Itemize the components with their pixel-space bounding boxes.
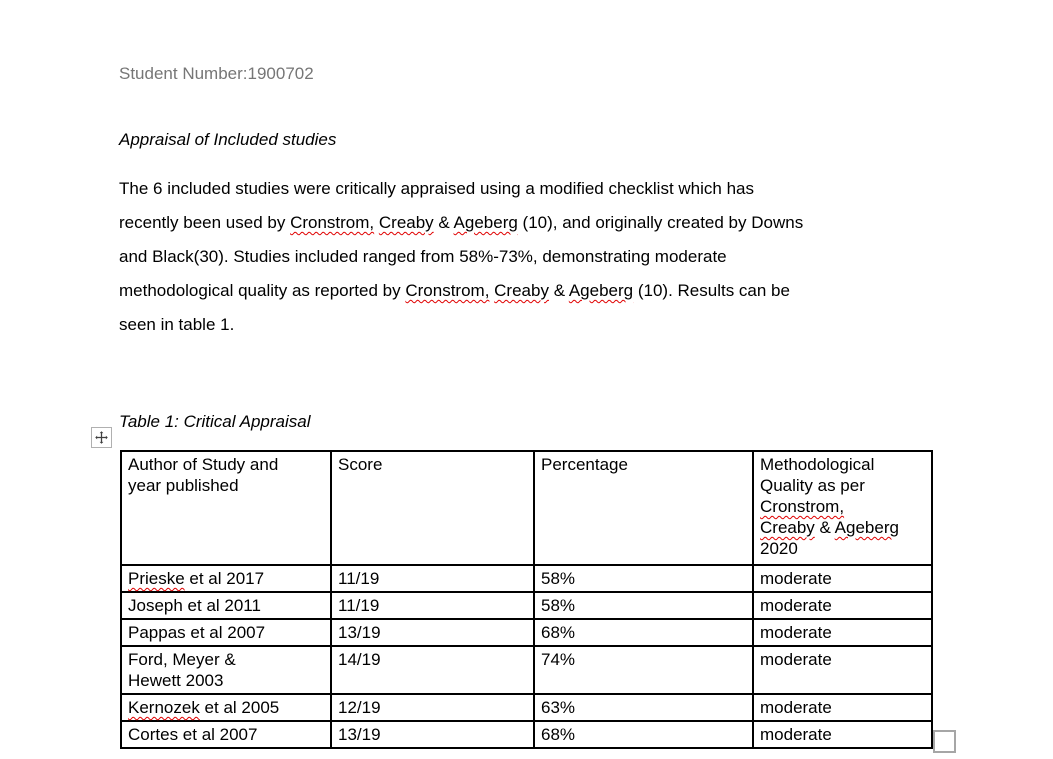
table-move-handle[interactable] bbox=[91, 427, 112, 448]
text-line bbox=[128, 622, 324, 643]
text-run: methodological quality as reported by bbox=[119, 281, 406, 300]
text-line bbox=[119, 172, 803, 206]
text-line bbox=[338, 724, 527, 745]
text-run: 12/19 bbox=[338, 698, 381, 717]
table-cell bbox=[121, 619, 331, 646]
text-run: 2020 bbox=[760, 539, 798, 558]
body-paragraph bbox=[119, 172, 803, 342]
text-run: Cortes et al 2007 bbox=[128, 725, 258, 744]
table-row bbox=[121, 721, 932, 748]
section-heading: Appraisal of Included studies bbox=[119, 130, 337, 149]
text-line bbox=[760, 568, 925, 589]
text-run: 58% bbox=[541, 569, 576, 588]
table-cell bbox=[753, 592, 932, 619]
text-run: seen in table 1. bbox=[119, 315, 235, 334]
misspelled-word: Ageberg bbox=[834, 518, 899, 537]
text-line bbox=[128, 475, 324, 496]
table-cell bbox=[753, 565, 932, 592]
text-line bbox=[760, 697, 925, 718]
misspelled-word: Prieske bbox=[128, 569, 185, 588]
text-line bbox=[760, 475, 925, 496]
text-run: Quality as per bbox=[760, 476, 865, 495]
text-line bbox=[541, 622, 746, 643]
table-cell bbox=[534, 451, 753, 565]
misspelled-word: Cronstrom, bbox=[760, 497, 845, 516]
text-run: & bbox=[433, 213, 454, 232]
text-run: 68% bbox=[541, 725, 576, 744]
table-cell bbox=[121, 646, 331, 694]
table-row bbox=[121, 619, 932, 646]
table-cell bbox=[753, 694, 932, 721]
table-cell bbox=[331, 646, 534, 694]
table-cell bbox=[331, 619, 534, 646]
text-run: 14/19 bbox=[338, 650, 381, 669]
text-run: Ford, Meyer & bbox=[128, 650, 236, 669]
text-line bbox=[128, 595, 324, 616]
table-cell bbox=[331, 451, 534, 565]
text-run: recently been used by bbox=[119, 213, 291, 232]
text-line bbox=[760, 538, 925, 559]
text-run: moderate bbox=[760, 569, 832, 588]
text-line bbox=[128, 724, 324, 745]
text-run: 11/19 bbox=[338, 596, 380, 615]
table-cell bbox=[534, 721, 753, 748]
table-caption: Table 1: Critical Appraisal bbox=[119, 412, 311, 431]
table-row bbox=[121, 592, 932, 619]
text-line bbox=[541, 697, 746, 718]
text-line bbox=[338, 454, 527, 475]
text-line bbox=[338, 649, 527, 670]
table-cell bbox=[534, 592, 753, 619]
misspelled-word: Ageberg bbox=[453, 213, 518, 232]
text-line bbox=[541, 649, 746, 670]
table-resize-handle[interactable] bbox=[933, 730, 956, 753]
misspelled-word: Cronstrom, bbox=[405, 281, 490, 300]
table-cell bbox=[331, 721, 534, 748]
text-line bbox=[128, 649, 324, 670]
table-cell bbox=[331, 592, 534, 619]
text-run: 13/19 bbox=[338, 623, 381, 642]
table-cell bbox=[121, 451, 331, 565]
text-run: & bbox=[548, 281, 569, 300]
text-run: 74% bbox=[541, 650, 576, 669]
text-line bbox=[541, 595, 746, 616]
text-run: 58% bbox=[541, 596, 576, 615]
text-line bbox=[541, 454, 746, 475]
misspelled-word: Ageberg bbox=[568, 281, 634, 300]
table-cell bbox=[121, 565, 331, 592]
table-cell bbox=[331, 694, 534, 721]
text-run: moderate bbox=[760, 623, 832, 642]
text-run: The 6 included studies were critically appraised using a modified checklist which has bbox=[119, 179, 754, 198]
table-cell bbox=[534, 646, 753, 694]
text-run: & bbox=[814, 518, 835, 537]
text-run: (10). Results can be bbox=[633, 281, 790, 300]
text-run: moderate bbox=[760, 650, 832, 669]
text-run: Hewett 2003 bbox=[128, 671, 224, 690]
text-run: 63% bbox=[541, 698, 576, 717]
misspelled-word: Kernozek bbox=[128, 698, 200, 717]
text-run: Author of Study and bbox=[128, 455, 279, 474]
table-row bbox=[121, 565, 932, 592]
table-cell bbox=[121, 592, 331, 619]
misspelled-word: Creaby bbox=[760, 518, 815, 537]
text-run: Score bbox=[338, 455, 383, 474]
text-run: (10), and originally created by Downs bbox=[517, 213, 804, 232]
student-number-text: Student Number:1900702 bbox=[119, 64, 314, 83]
text-run: 68% bbox=[541, 623, 576, 642]
table-cell bbox=[534, 694, 753, 721]
table-cell bbox=[534, 619, 753, 646]
text-line bbox=[760, 622, 925, 643]
table-row bbox=[121, 694, 932, 721]
appraisal-table-body bbox=[121, 451, 932, 748]
table-cell bbox=[331, 565, 534, 592]
text-line bbox=[119, 206, 803, 240]
misspelled-word: Creaby bbox=[378, 213, 434, 232]
table-cell bbox=[753, 721, 932, 748]
text-run: moderate bbox=[760, 725, 832, 744]
text-run: Percentage bbox=[541, 455, 628, 474]
table-cell bbox=[753, 646, 932, 694]
table-header-row bbox=[121, 451, 932, 565]
text-line bbox=[338, 622, 527, 643]
text-run: Joseph et al 2011 bbox=[128, 596, 261, 615]
text-run: et al 2005 bbox=[199, 698, 280, 717]
table-cell bbox=[121, 721, 331, 748]
misspelled-word: Cronstrom, bbox=[290, 213, 375, 232]
text-line bbox=[128, 454, 324, 475]
text-run: moderate bbox=[760, 596, 832, 615]
text-line bbox=[760, 595, 925, 616]
text-run: Pappas et al 2007 bbox=[128, 623, 266, 642]
text-run: Methodological bbox=[760, 455, 875, 474]
text-line bbox=[760, 517, 925, 538]
text-run: year published bbox=[128, 476, 239, 495]
move-cross-icon bbox=[94, 430, 109, 445]
table-cell bbox=[753, 619, 932, 646]
table-cell bbox=[534, 565, 753, 592]
text-run: 11/19 bbox=[338, 569, 380, 588]
text-line bbox=[338, 568, 527, 589]
text-line bbox=[128, 568, 324, 589]
appraisal-table bbox=[120, 450, 933, 749]
text-line bbox=[760, 649, 925, 670]
text-line bbox=[541, 568, 746, 589]
text-run: moderate bbox=[760, 698, 832, 717]
table-row bbox=[121, 646, 932, 694]
text-run: and Black(30). Studies included ranged from 58%-73%, demonstrating moderate bbox=[119, 247, 727, 266]
text-run: et al 2017 bbox=[184, 569, 265, 588]
table-cell bbox=[121, 694, 331, 721]
text-line bbox=[128, 697, 324, 718]
text-line bbox=[541, 724, 746, 745]
text-line bbox=[760, 454, 925, 475]
text-line bbox=[119, 240, 803, 274]
text-line bbox=[760, 496, 925, 517]
table-cell bbox=[753, 451, 932, 565]
misspelled-word: Creaby bbox=[494, 281, 549, 300]
text-line bbox=[338, 595, 527, 616]
text-line bbox=[119, 308, 803, 342]
text-line bbox=[338, 697, 527, 718]
text-line bbox=[119, 274, 803, 308]
text-line bbox=[128, 670, 324, 691]
text-run: 13/19 bbox=[338, 725, 381, 744]
text-line bbox=[760, 724, 925, 745]
